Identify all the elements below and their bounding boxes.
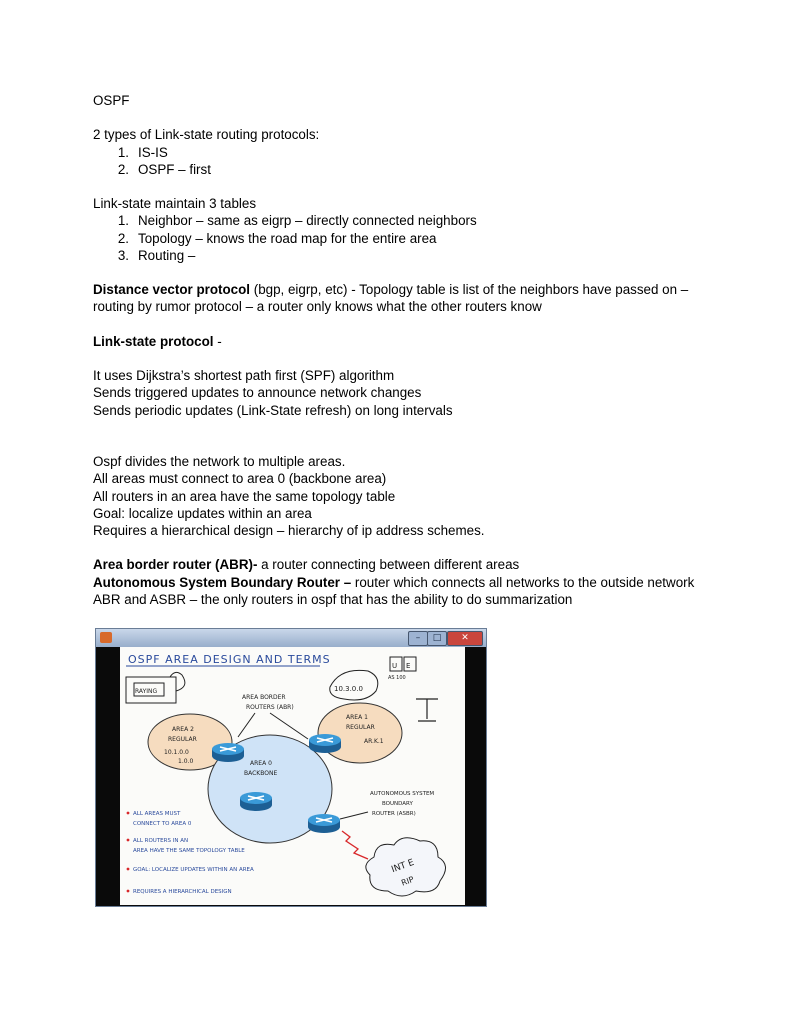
list-item: 3. Routing – xyxy=(117,247,196,263)
whiteboard xyxy=(120,647,465,905)
ospf-diagram xyxy=(120,647,465,905)
asbr-router xyxy=(308,814,340,833)
area-point: Requires a hierarchical design – hierarchy of ip address schemes. xyxy=(93,522,485,538)
document-body xyxy=(93,92,713,608)
corner-sketch-label: AS 100 xyxy=(388,675,406,681)
area-0-label: BACKBONE xyxy=(244,770,278,777)
area-1 xyxy=(318,703,402,763)
asbr-label: BOUNDARY xyxy=(382,801,413,807)
area-point: All routers in an area have the same topology table xyxy=(93,488,396,504)
area-1-network: AR.K.1 xyxy=(364,738,384,745)
types-intro: 2 types of Link-state routing protocols: xyxy=(93,127,320,143)
distance-vector-line-1: Distance vector protocol (bgp, eigrp, etc) - Topology table is list of the neighbors have passed on – xyxy=(93,282,689,298)
bullet-text: REQUIRES A HIERARCHICAL DESIGN xyxy=(133,889,232,895)
list-item: 1. IS-IS xyxy=(117,144,168,160)
bullet-text: CONNECT TO AREA 0 xyxy=(133,821,192,827)
corner-sketch-label: E xyxy=(406,662,411,670)
area-2-network: 10.1.0.0 xyxy=(164,749,189,756)
link-state-point: It uses Dijkstra’s shortest path first (SPF) algorithm xyxy=(93,368,395,384)
area-2-label: AREA 2 xyxy=(172,726,194,733)
area-1-label: AREA 1 xyxy=(346,714,368,721)
summarization-note: ABR and ASBR – the only routers in ospf that has the ability to do summarization xyxy=(93,591,573,607)
abr-router-left xyxy=(212,743,244,762)
embedded-screenshot xyxy=(95,628,487,907)
area-2-network: 1.0.0 xyxy=(178,758,194,765)
maximize-button[interactable]: □ xyxy=(427,631,447,646)
link-state-point: Sends triggered updates to announce network changes xyxy=(93,385,422,401)
cloud-label: RIP xyxy=(400,874,416,888)
list-item: 2. OSPF – first xyxy=(117,161,211,177)
abr-label-1: AREA BORDER xyxy=(242,694,286,701)
distance-vector-line-2: routing by rumor protocol – a router only knows what the other routers know xyxy=(93,299,542,315)
abr-router-right xyxy=(309,734,341,753)
area-point: All areas must connect to area 0 (backbone area) xyxy=(93,471,387,487)
bullet-text: AREA HAVE THE SAME TOPOLOGY TABLE xyxy=(133,848,245,854)
whiteboard-heading: OSPF AREA DESIGN AND TERMS xyxy=(128,653,331,666)
area-2-label: REGULAR xyxy=(168,736,197,743)
bullet-text: ALL AREAS MUST xyxy=(133,811,181,817)
ospf-box-label: RAYING xyxy=(135,688,158,695)
corner-sketch-label: U xyxy=(392,662,398,670)
tables-intro: Link-state maintain 3 tables xyxy=(93,196,257,212)
area-point: Ospf divides the network to multiple areas. xyxy=(93,454,346,470)
list-item: 2. Topology – knows the road map for the entire area xyxy=(117,230,437,246)
link-state-heading: Link-state protocol - xyxy=(93,333,222,349)
app-icon xyxy=(100,632,112,643)
window-titlebar xyxy=(96,629,486,647)
close-button[interactable]: ✕ xyxy=(447,631,483,646)
types-list xyxy=(93,144,713,178)
asbr-label: ROUTER (ASBR) xyxy=(372,811,416,817)
doc-title: OSPF xyxy=(93,93,130,108)
link-state-point: Sends periodic updates (Link-State refresh) on long intervals xyxy=(93,402,453,418)
area-0-label: AREA 0 xyxy=(250,760,272,767)
asbr-label: AUTONOMOUS SYSTEM xyxy=(370,791,435,797)
abr-definition: Area border router (ABR)- a router connecting between different areas xyxy=(93,557,520,573)
asbr-definition: Autonomous System Boundary Router – router which connects all networks to the outside network xyxy=(93,574,695,590)
abr-label-2: ROUTERS (ABR) xyxy=(246,704,294,711)
bullet-text: ALL ROUTERS IN AN xyxy=(133,838,189,844)
network-bubble-label: 10.3.0.0 xyxy=(334,685,363,693)
list-item: 1. Neighbor – same as eigrp – directly connected neighbors xyxy=(117,213,477,229)
bullet-text: GOAL: LOCALIZE UPDATES WITHIN AN AREA xyxy=(133,867,254,873)
area-1-label: REGULAR xyxy=(346,724,375,731)
minimize-button[interactable]: – xyxy=(408,631,428,646)
area-point: Goal: localize updates within an area xyxy=(93,505,312,521)
cloud-label: INT E xyxy=(390,857,416,876)
backbone-router xyxy=(240,792,272,811)
tables-list xyxy=(93,212,713,264)
